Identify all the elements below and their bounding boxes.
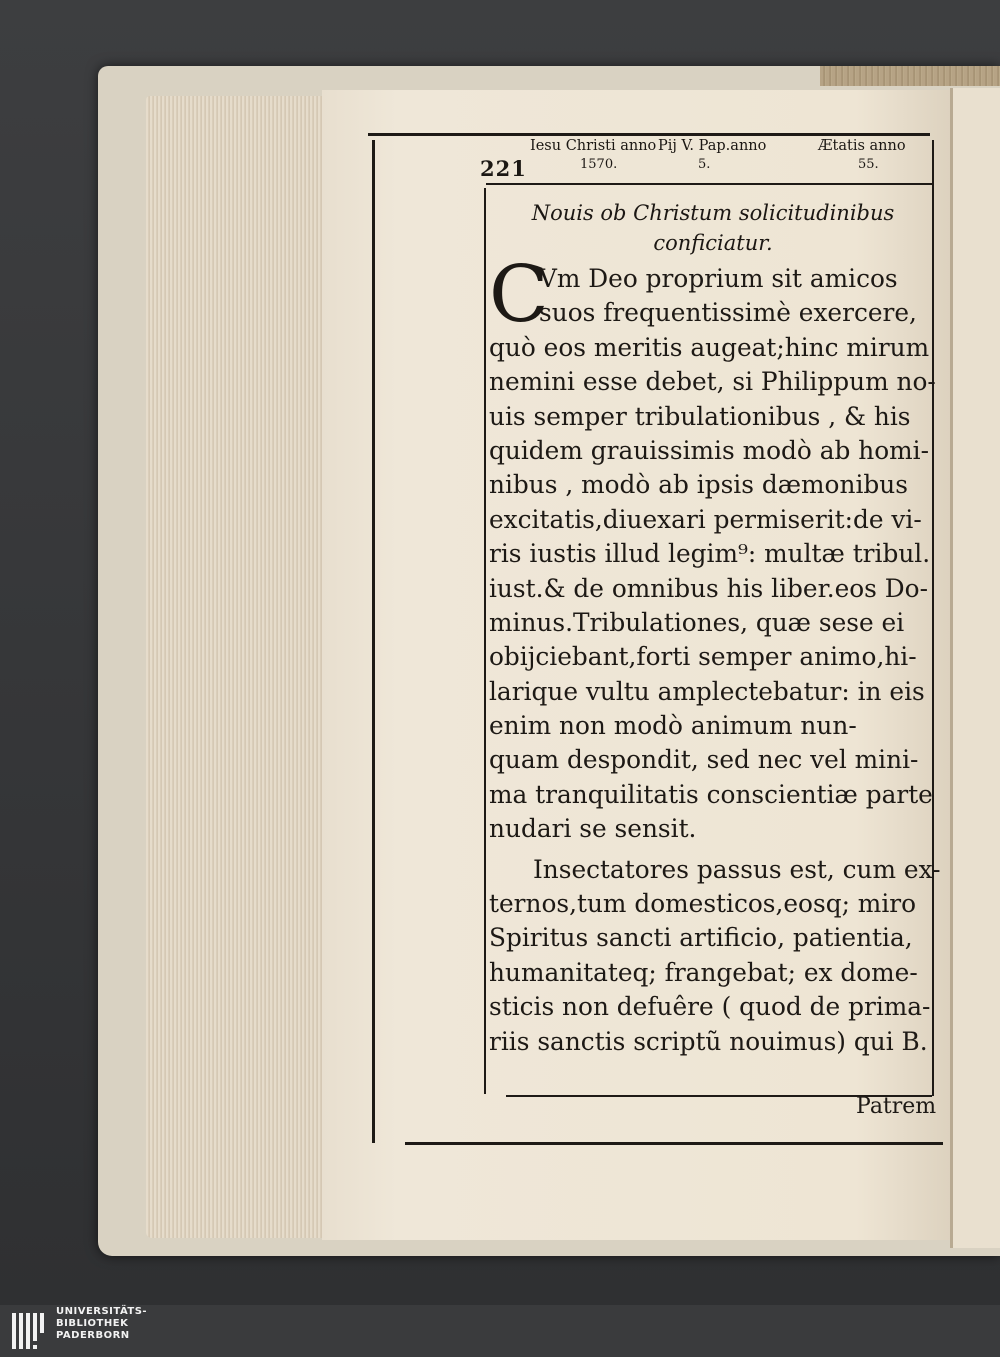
frame-rule-top <box>368 133 930 136</box>
title-line-1: Nouis ob Christum solicitudinibus <box>531 201 895 225</box>
text-line: sticis non defuêre ( quod de prima- <box>489 992 931 1022</box>
text-line: quidem grauissimis modò ab homi- <box>489 435 929 465</box>
book-binding-strip <box>820 66 1000 86</box>
text-line: quò eos meritis augeat;hinc mirum <box>489 332 930 362</box>
text-line: humanitateq; frangebat; ex dome- <box>489 957 918 987</box>
text-line: suos frequentissimè exercere, <box>539 298 917 328</box>
text-line: Vm Deo proprium sit amicos <box>539 264 898 293</box>
header-value-year: 1570. <box>580 157 618 172</box>
header-underline <box>486 183 932 185</box>
page-block-edge <box>146 96 324 1238</box>
frame-rule-left <box>372 140 375 1143</box>
header-value-pope: 5. <box>698 157 711 172</box>
text-line: Spiritus sancti artificio, patientia, <box>489 923 913 953</box>
text-line: enim non modò animum nun- <box>489 711 857 741</box>
text-line: riis sanctis scriptũ nouimus) qui B. <box>489 1026 928 1056</box>
text-line: iust.& de omnibus his liber.eos Do- <box>489 573 928 603</box>
library-name-line-3: PADERBORN <box>56 1330 130 1341</box>
text-line: minus.Tribulationes, quæ sese ei <box>489 607 905 637</box>
text-line: uis semper tribulationibus , & his <box>489 401 911 431</box>
library-name-line-2: BIBLIOTHEK <box>56 1318 129 1329</box>
text-line: ternos,tum domesticos,eosq; miro <box>489 889 917 919</box>
footer-bar <box>0 1305 1000 1357</box>
text-line: obijciebant,forti semper animo,hi- <box>489 642 917 672</box>
body-text <box>489 262 941 1059</box>
header-col-age <box>818 138 906 172</box>
library-name-line-1: UNIVERSITÄTS- <box>56 1306 148 1317</box>
margin-rule-left <box>484 188 486 1094</box>
frame-rule-bottom <box>405 1142 943 1145</box>
text-line: excitatis,diuexari permiserit:de vi- <box>489 504 922 534</box>
header-col-year <box>530 138 656 172</box>
drop-cap: C <box>489 250 549 340</box>
library-name <box>56 1306 147 1342</box>
text-line: ma tranquilitatis conscientiæ parte <box>489 779 933 809</box>
header-label-year: Iesu Christi anno <box>530 138 657 154</box>
header-col-pope <box>658 138 766 172</box>
text-line: quam despondit, sed nec vel mini- <box>489 745 919 775</box>
header-label-age: Ætatis anno <box>818 138 906 154</box>
adjacent-page-edge <box>950 88 1000 1248</box>
text-line: nemini esse debet, si Philippum no- <box>489 367 936 397</box>
header-value-age: 55. <box>858 157 879 172</box>
library-logo-icon <box>8 1309 52 1353</box>
text-line: larique vultu amplectebatur: in eis <box>489 676 925 706</box>
title-line-2: conficiatur. <box>653 231 773 255</box>
text-line: Insectatores passus est, cum ex- <box>533 854 941 884</box>
text-line: nudari se sensit. <box>489 814 697 844</box>
catchword: Patrem <box>856 1094 937 1119</box>
text-line: nibus , modò ab ipsis dæmonibus <box>489 470 908 500</box>
page-number: 221 <box>480 156 527 181</box>
header-label-pope: Pij V. Pap.anno <box>658 138 767 154</box>
text-line: ris iustis illud legim⁹: multæ tribul. <box>489 539 931 569</box>
chapter-title <box>498 198 928 258</box>
